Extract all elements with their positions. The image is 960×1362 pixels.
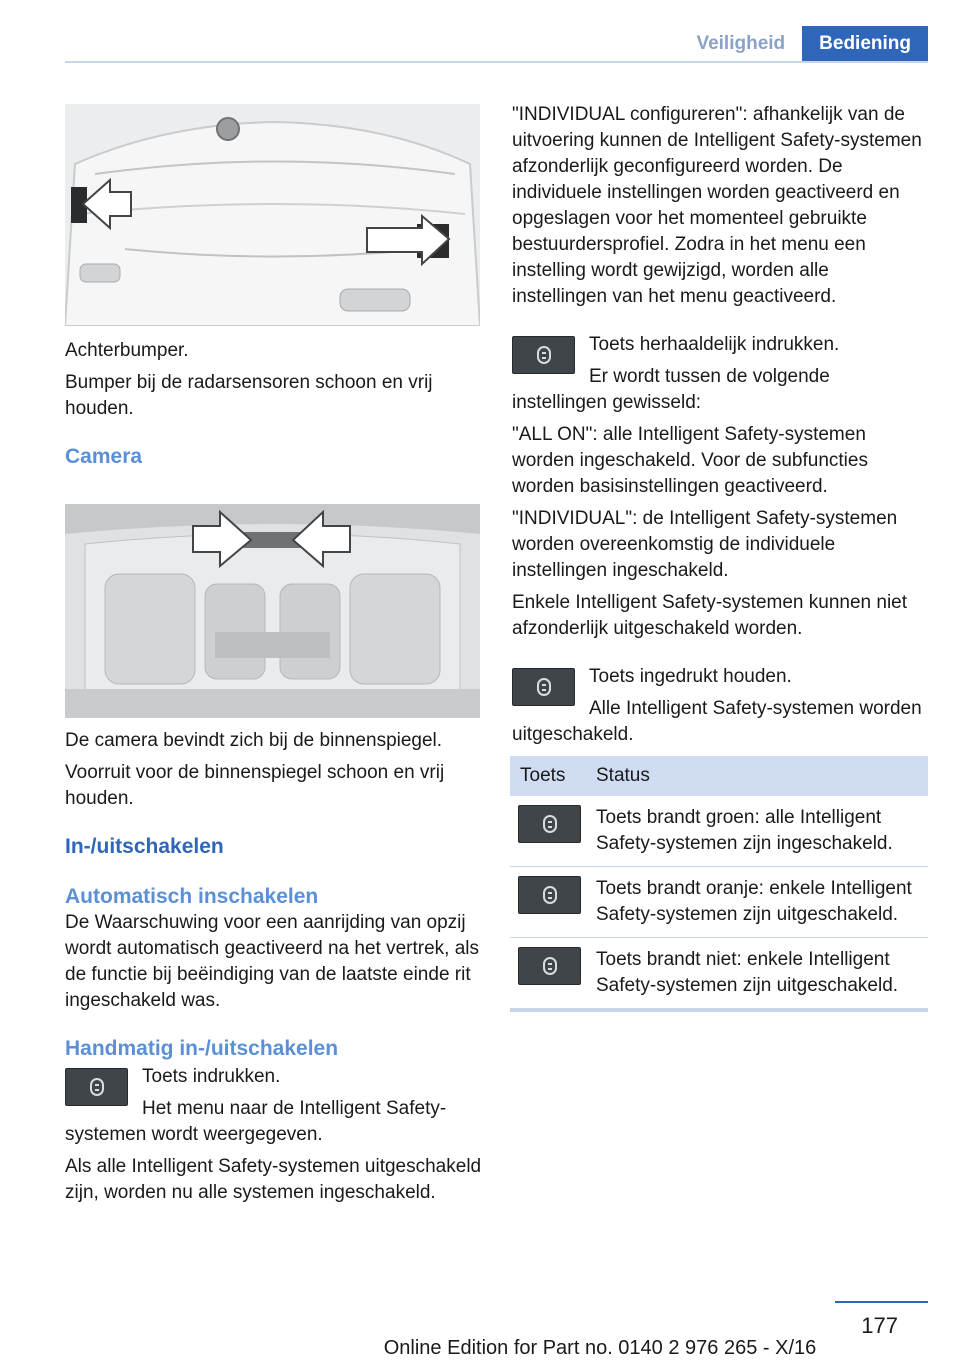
footer-edition: Online Edition for Part no. 0140 2 976 265 - X/16 — [383, 1337, 817, 1359]
tab-veiligheid[interactable]: Veiligheid — [679, 26, 802, 62]
manual-step-3: Als alle Intelligent Safety-systemen uitgeschakeld zijn, worden nu alle systemen ingeschakeld. — [65, 1156, 482, 1203]
heading-automatisch: Automatisch inschakelen — [65, 885, 319, 908]
intelligent-safety-key-icon — [512, 336, 575, 374]
left-column-lower — [65, 728, 485, 1212]
camera-heading: Camera — [65, 445, 143, 468]
manual-step-1: Toets indrukken. — [142, 1066, 281, 1087]
hold-press-text: Toets ingedrukt houden. — [589, 666, 792, 687]
footer-rule — [835, 1301, 928, 1303]
table-row — [510, 867, 928, 938]
all-on-text: "ALL ON": alle Intelligent Safety-systemen worden ingeschakeld. Voor de subfuncties worden basisinstellingen geactiveerd. — [512, 424, 868, 497]
status-table — [510, 756, 928, 1012]
page-number: 177 — [861, 1313, 898, 1338]
individual-config-text: "INDIVIDUAL configureren": afhankelijk van de uitvoering kunnen de Intelligent Safety-systemen afzonderlijk geconfigureerd worden. De individuele instellingen worden geactiveerd en opgeslagen voor het momenteel gebruikte bestuurdersprofiel. Zodra in het menu een instelling wordt gewijzigd, worden alle instellingen van het menu geactiveerd. — [512, 104, 922, 307]
status-cell: Toets brandt oranje: enkele Intelligent Safety-systemen zijn uitgeschakeld. — [586, 867, 928, 938]
right-column — [512, 102, 928, 754]
key-block-hold — [512, 664, 928, 748]
col-header-toets: Toets — [510, 756, 586, 796]
key-block-repeat — [512, 332, 928, 416]
left-column — [65, 338, 480, 470]
individual-text: "INDIVIDUAL": de Intelligent Safety-systemen worden overeenkomstig de individuele instellingen ingeschakeld. — [512, 508, 898, 581]
key-green-icon — [518, 805, 581, 843]
all-off-text: Alle Intelligent Safety-systemen worden uitgeschakeld. — [512, 698, 922, 745]
table-row — [510, 938, 928, 1011]
auto-text: De Waarschuwing voor een aanrijding van opzij wordt automatisch geactiveerd na het vertrek, als de functie bij beëindiging van de laatste einde rit ingeschakeld was. — [65, 912, 479, 1011]
manual-step-2: Het menu naar de Intelligent Safety-systemen wordt weergegeven. — [65, 1098, 447, 1145]
settings-switch-text: Er wordt tussen de volgende instellingen gewisseld: — [512, 366, 830, 413]
header-rule — [65, 61, 928, 63]
manual-block — [65, 1064, 485, 1206]
heading-in-uitschakelen: In-/uitschakelen — [65, 835, 224, 858]
table-row — [510, 796, 928, 867]
rear-bumper-image — [65, 104, 480, 326]
status-cell: Toets brandt groen: alle Intelligent Safety-systemen zijn ingeschakeld. — [586, 796, 928, 867]
repeat-press-text: Toets herhaaldelijk indrukken. — [589, 334, 840, 355]
camera-image — [65, 504, 480, 718]
tab-bediening[interactable]: Bediening — [802, 26, 928, 62]
caption-achterbumper: Achterbumper. — [65, 340, 189, 361]
key-orange-icon — [518, 876, 581, 914]
intelligent-safety-key-icon — [512, 668, 575, 706]
caption-windshield-clean: Voorruit voor de binnenspiegel schoon en vrij houden. — [65, 762, 445, 809]
status-cell: Toets brandt niet: enkele Intelligent Safety-systemen zijn uitgeschakeld. — [586, 938, 928, 1011]
intelligent-safety-key-icon — [65, 1068, 128, 1106]
not-separately-text: Enkele Intelligent Safety-systemen kunnen niet afzonderlijk uitgeschakeld worden. — [512, 592, 908, 639]
caption-camera-location: De camera bevindt zich bij de binnenspiegel. — [65, 730, 443, 751]
status-table-wrap — [510, 756, 928, 1012]
caption-bumper-clean: Bumper bij de radarsensoren schoon en vrij houden. — [65, 372, 433, 419]
header-tabs — [679, 26, 928, 62]
col-header-status: Status — [586, 756, 928, 796]
heading-handmatig: Handmatig in-/uitschakelen — [65, 1037, 339, 1060]
key-off-icon — [518, 947, 581, 985]
